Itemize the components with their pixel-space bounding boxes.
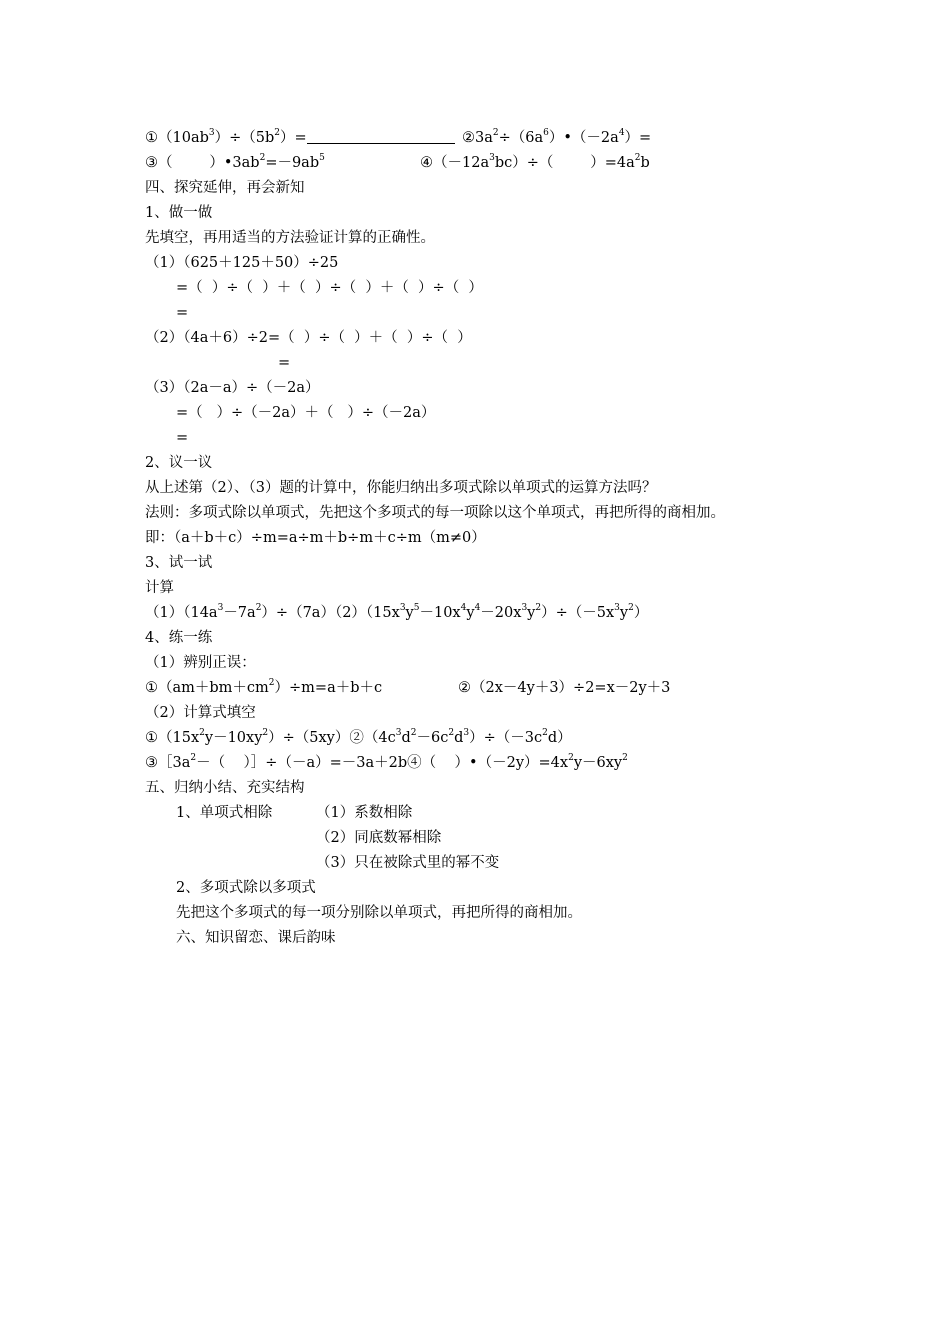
part-1-description: 先填空，再用适当的方法验证计算的正确性。 [145,230,435,246]
question-3: （3）（2a－a）÷（－2a） [145,380,320,396]
question-3-step-a: =（ ）÷（－2a）＋（ ）÷（－2a） [176,405,436,421]
summary-2-description: 先把这个多项式的每一项分别除以单项式，再把所得的商相加。 [176,905,582,921]
section-heading-6: 六、知识留恋、课后韵味 [176,930,336,946]
section-heading-5: 五、归纳小结、充实结构 [145,780,305,796]
part-4-sub-1: （1）辨别正误： [145,655,256,671]
summary-1: 1、单项式相除 [176,805,273,821]
summary-1-c: （3）只在被除式里的幂不变 [316,855,500,871]
part-4-sub-2-line-b: $③[3a^2-$（ ）］÷（－a）=－3a＋2b④（ ）$•(-2y)=4x^2y-6xy^2$ [145,753,628,771]
summary-1-b: （2）同底数幂相除 [316,830,442,846]
exercise-line-2b: $④(-12a^3bc)\div$（ ）$=4a^2b$ [420,153,650,171]
part-4-sub-2: （2）计算式填空 [145,705,256,721]
part-heading-2: 2、议一议 [145,455,213,471]
part-4-sub-1-item-b: ②（2x－4y＋3）÷2=x－2y＋3 [458,680,671,696]
summary-1-a: （1）系数相除 [316,805,413,821]
question-1: （1）（625＋125＋50）÷25 [145,255,339,271]
part-2-rule: 法则：多项式除以单项式，先把这个多项式的每一项除以这个单项式，再把所得的商相加。 [145,505,725,521]
part-2-question: 从上述第（2）、（3）题的计算中，你能归纳出多项式除以单项式的运算方法吗？ [145,480,657,496]
exercise-line-1a: $①(10ab^3)\div(5b^2)=$ [145,128,455,148]
question-3-step-b: = [176,430,189,446]
part-heading-1: 1、做一做 [145,205,213,221]
part-4-sub-1-item-a: $①(am+bm+cm^2)\div m=a+b+c$ [145,678,383,696]
exercise-line-1b: $②3a^2\div(6a^6)•(-2a^4)=$ [462,128,652,146]
question-2-step-b: = [278,355,291,371]
part-4-sub-2-line-a: $①(15x^2y-10xy^2)\div(5xy)②(4c^3d^2-6c^2d^3)\div(-3c^2d)$ [145,728,572,746]
summary-2: 2、多项式除以多项式 [176,880,316,896]
part-heading-4: 4、练一练 [145,630,213,646]
part-2-formula: 即：（a＋b＋c）÷m=a÷m＋b÷m＋c÷m（m≠0） [145,530,486,546]
part-3-problems: $(1)(14a^3-7a^2)\div(7a)(2)(15x^3y^5-10x^4y^4-20x^3y^2)\div(-5x^3y^2)$ [145,603,649,621]
section-heading-4: 四、探究延伸，再会新知 [145,180,305,196]
exercise-line-2a: ③（ ）$•3ab^2=-9ab^5$ [145,153,325,171]
question-1-step-a: =（ ）÷（ ）＋（ ）÷（ ）＋（ ）÷（ ） [176,280,483,296]
part-heading-3: 3、试一试 [145,555,213,571]
question-1-step-b: = [176,305,189,321]
part-3-calc-label: 计算 [145,580,174,596]
answer-blank[interactable] [307,128,455,144]
question-2: （2）（4a＋6）÷2=（ ）÷（ ）＋（ ）÷（ ） [145,330,472,346]
